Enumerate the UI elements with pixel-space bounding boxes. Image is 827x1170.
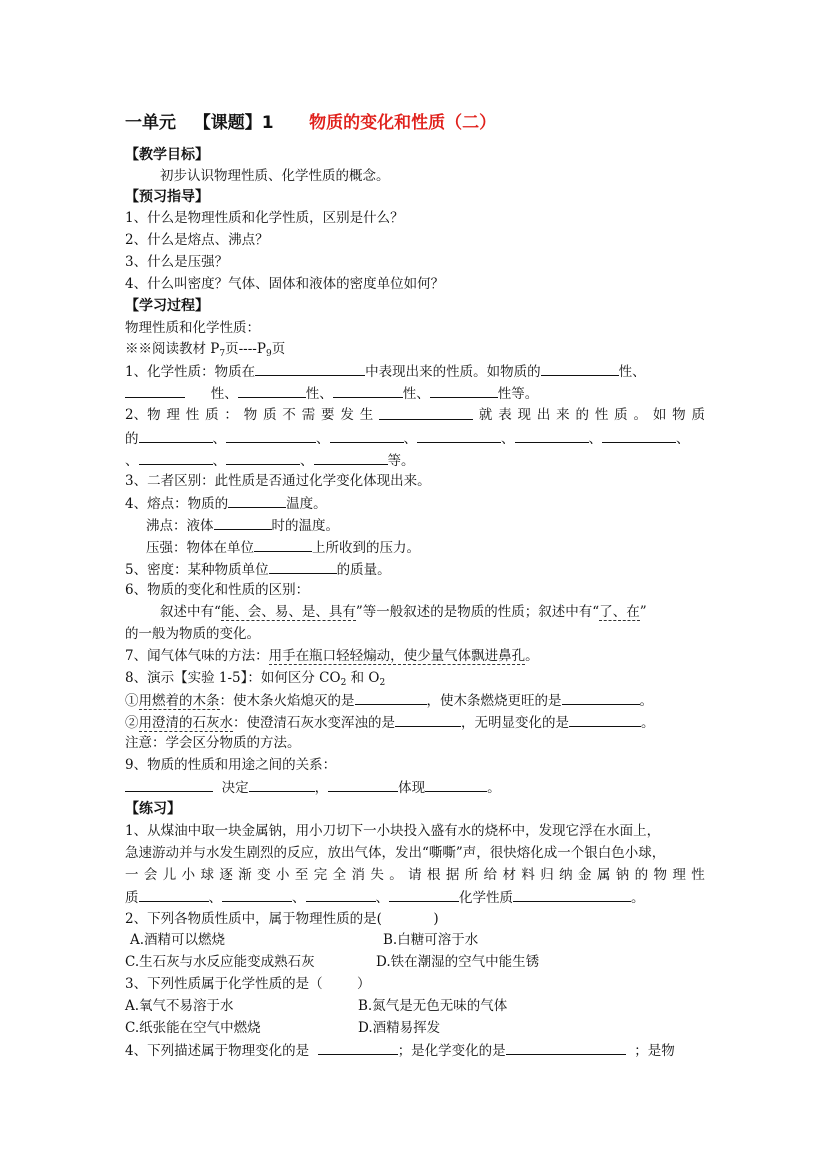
practice-2: 2、下列各物质性质中，属于物理性质的是( ) [125, 911, 439, 927]
chem-prop-line1: 1、化学性质：物质在 中表现出来的性质。如物质的 性、 [125, 361, 646, 382]
change-vs-property-desc: 叙述中有“能、会、易、是、具有”等一般叙述的是物质的性质；叙述中有“了、在” [160, 604, 647, 620]
change-vs-property-desc2: 的一般为物质的变化。 [125, 626, 260, 642]
practice-1-line1: 1、从煤油中取一块金属钠，用小刀切下一小块投入盛有水的烧杯中，发现它浮在水面上， [125, 823, 661, 839]
chem-prop-line2: 性、 性、 性、 性等。 [125, 383, 538, 404]
practice-3-option-c: C.纸张能在空气中燃烧 [125, 1020, 261, 1036]
phys-prop-line1: 2、物 理 性 质 ： 物 质 不 需 要 发 生 就 表 现 出 来 的 性 质 。 如 物 质 [125, 407, 705, 423]
note: 注意：学会区分物质的方法。 [125, 735, 301, 751]
melting-point: 4、熔点：物质的 温度。 [125, 493, 327, 514]
preview-q2: 2、什么是熔点、沸点？ [125, 232, 269, 248]
practice-3: 3、下列性质属于化学性质的是（ ） [125, 976, 371, 992]
goals-text: 初步认识物理性质、化学性质的概念。 [160, 168, 390, 184]
phys-prop-line2: 的 、 、 、 、 、 、 [125, 428, 690, 449]
section-goals: 【教学目标】 [125, 147, 209, 163]
practice-2-option-c: C.生石灰与水反应能变成熟石灰 [125, 954, 315, 970]
section-practice: 【练习】 [125, 801, 181, 817]
use-relation-fill: 决定 ， 体现 。 [125, 777, 501, 798]
preview-q3: 3、什么是压强？ [125, 254, 229, 270]
preview-q1: 1、什么是物理性质和化学性质，区别是什么？ [125, 210, 404, 226]
experiment-1-5: 8、演示【实验 1-5】：如何区分 $CO_2$ 和 $O_2$ [125, 670, 386, 688]
practice-1-line4: 质 、 、 、 化学性质 。 [125, 887, 645, 908]
practice-3-option-a: A.氧气不易溶于水 [125, 998, 234, 1014]
change-vs-property: 6、物质的变化和性质的区别： [125, 582, 310, 598]
section-preview: 【预习指导】 [125, 189, 209, 205]
pressure: 压强：物体在单位 上所收到的压力。 [146, 537, 420, 558]
experiment-step-1: ①用燃着的木条：使木条火焰熄灭的是 ，使木条燃烧更旺的是 。 [125, 690, 653, 711]
section-process: 【学习过程】 [125, 298, 209, 314]
practice-2-option-b: B.白糖可溶于水 [383, 932, 479, 948]
use-relation: 9、物质的性质和用途之间的关系： [125, 757, 337, 773]
page-title: 一单元 【课题】1 物质的变化和性质（二） [125, 113, 497, 133]
practice-1-line2: 急速游动并与水发生剧烈的反应，放出气体，发出“嘶嘶”声，很快熔化成一个银白色小球， [125, 845, 666, 861]
practice-2-option-a: A.酒精可以燃烧 [130, 932, 226, 948]
experiment-step-2: ②用澄清的石灰水：使澄清石灰水变浑浊的是 ，无明显变化的是 。 [125, 712, 655, 733]
density: 5、密度：某种物质单位 的质量。 [125, 559, 391, 580]
practice-4: 4、下列描述属于物理变化的是 ；是化学变化的是 ；是物 [125, 1040, 675, 1061]
phys-prop-line3: 、 、 、 等。 [125, 450, 415, 471]
preview-q4: 4、什么叫密度？气体、固体和液体的密度单位如何？ [125, 276, 445, 292]
prop-difference: 3、二者区别：此性质是否通过化学变化体现出来。 [125, 473, 431, 489]
practice-1-line3: 一 会 儿 小 球 逐 渐 变 小 至 完 全 消 失 。 请 根 据 所 给 材 料 归 纳 金 属 钠 的 物 理 性 [125, 867, 705, 883]
process-intro: 物理性质和化学性质： [125, 320, 260, 336]
topic-title: 物质的变化和性质（二） [309, 113, 497, 133]
boiling-point: 沸点：液体 时的温度。 [146, 515, 339, 536]
practice-3-option-d: D.酒精易挥发 [358, 1020, 441, 1036]
smell-method: 7、闻气体气味的方法：用手在瓶口轻轻煽动，使少量气体飘进鼻孔。 [125, 648, 539, 664]
practice-3-option-b: B.氮气是无色无味的气体 [358, 998, 508, 1014]
practice-2-option-d: D.铁在潮湿的空气中能生锈 [376, 954, 540, 970]
read-textbook: ※※阅读教材 $P_7$页$----P_9$页 [125, 341, 286, 359]
